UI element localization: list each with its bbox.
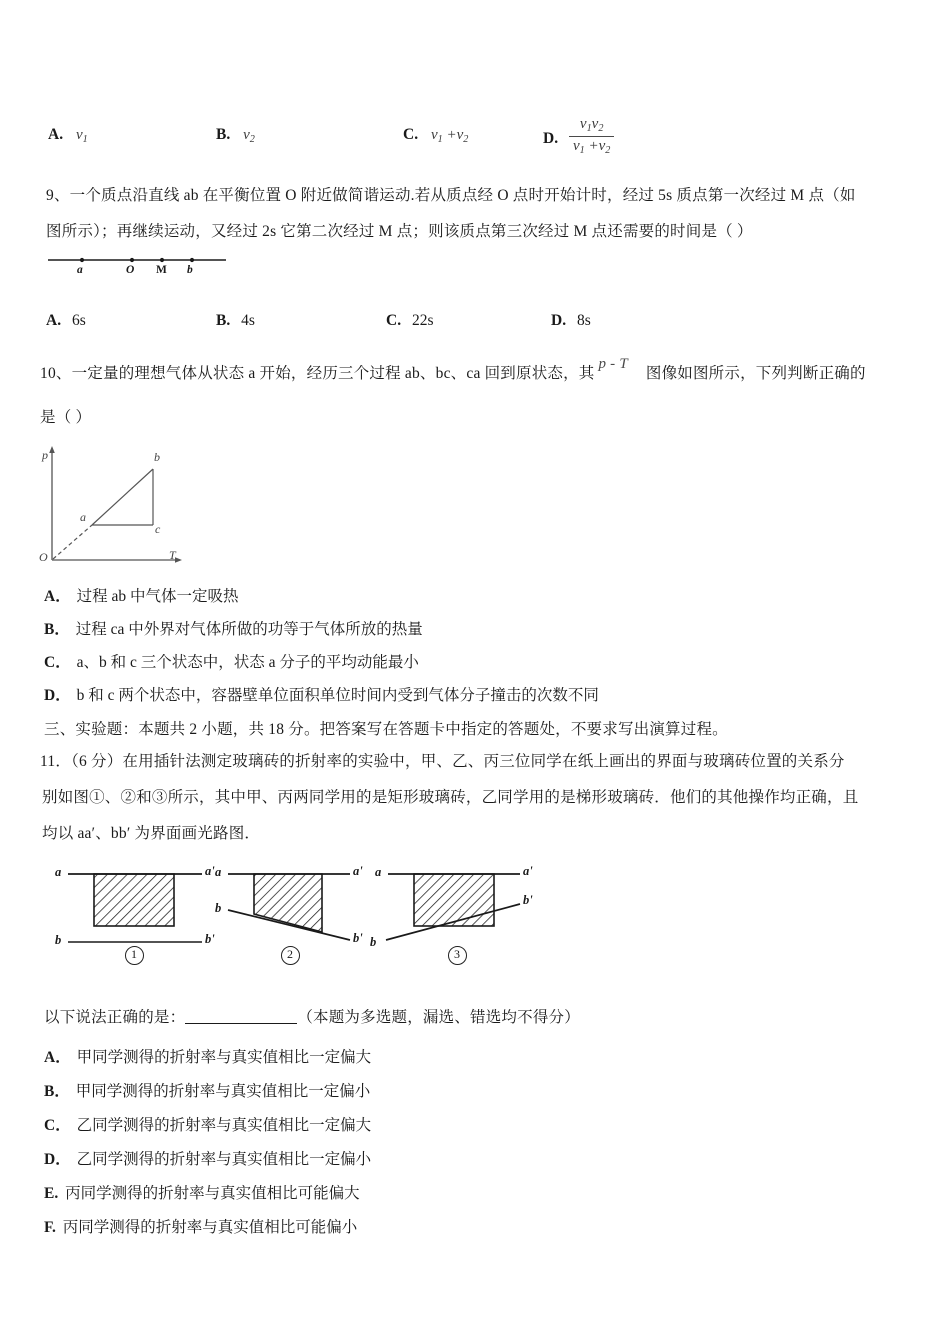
fig1-label-a-prime: a' <box>205 864 215 878</box>
question10-option-b[interactable] <box>44 617 423 639</box>
question10-pT-inline-formula: p - T <box>598 356 628 372</box>
axis-label-M: M <box>156 264 167 276</box>
q8-option-d-numerator: $v_1v_2$ <box>569 116 614 137</box>
q8-option-c-value: $v_1 +v_2$ <box>430 127 469 145</box>
question11-answer-blank[interactable] <box>185 1008 297 1024</box>
q8-option-b-letter: B. <box>216 126 231 143</box>
question9-option-a-letter: A. <box>46 312 62 329</box>
question11-answer-prompt <box>44 1008 580 1028</box>
question11-option-d[interactable] <box>44 1147 371 1169</box>
fig3-label-a: a <box>375 865 382 879</box>
q8-option-a[interactable] <box>48 126 88 145</box>
question11-option-c-text: 乙同学测得的折射率与真实值相比一定偏大 <box>76 1117 372 1134</box>
q8-option-d-letter: D. <box>543 129 559 147</box>
question11-option-d-text: 乙同学测得的折射率与真实值相比一定偏小 <box>76 1151 372 1168</box>
question11-option-e[interactable] <box>44 1181 360 1203</box>
fig3-caption-circle: 3 <box>448 946 467 965</box>
q8-option-d-fraction <box>569 116 614 156</box>
question11-option-a-letter: A． <box>44 1049 71 1066</box>
question11-option-a[interactable] <box>44 1045 371 1067</box>
question9-option-c-letter: C. <box>386 312 402 329</box>
axis-line-svg <box>44 250 244 286</box>
question11-line2: 别如图①、②和③所示，其中甲、丙两同学用的是矩形玻璃砖，乙同学用的是梯形玻璃砖．他们的其他操作均正确，且 <box>42 789 859 806</box>
pT-y-axis-label: p <box>42 448 48 462</box>
question10-option-d-text: b 和 c 两个状态中，容器壁单位面积单位时间内受到气体分子撞击的次数不同 <box>76 687 599 704</box>
question9-option-d-text: 8s <box>576 312 591 329</box>
question9-line1: 9、一个质点沿直线 ab 在平衡位置 O 附近做简谐运动.若从质点经 O 点时开始计时，经过 5s 质点第一次经过 M 点（如 <box>46 187 856 204</box>
question11-option-f[interactable] <box>44 1215 357 1237</box>
question9-option-a-text: 6s <box>71 312 86 329</box>
question9-option-b-letter: B. <box>216 312 231 329</box>
fig2-label-a: a <box>215 865 222 879</box>
question10-option-d[interactable] <box>44 683 599 705</box>
q8-option-b-value: $v_2$ <box>243 127 255 145</box>
question11-option-a-text: 甲同学测得的折射率与真实值相比一定偏大 <box>76 1049 372 1066</box>
axis-label-b: b <box>187 264 193 276</box>
fig1-label-b: b <box>55 933 62 947</box>
question10-option-c-text: a、b 和 c 三个状态中，状态 a 分子的平均动能最小 <box>76 654 419 671</box>
question11-option-e-text: 丙同学测得的折射率与真实值相比可能偏大 <box>65 1185 360 1202</box>
question10-figure-pT <box>34 438 209 568</box>
question11-option-b[interactable] <box>44 1079 370 1101</box>
fig3-label-a-prime: a' <box>523 864 533 878</box>
question10-option-a-letter: A． <box>44 588 71 605</box>
fig1-caption <box>122 945 146 965</box>
question11-option-c-letter: C． <box>44 1117 71 1134</box>
question10-option-a[interactable] <box>44 584 238 606</box>
q8-option-d-denominator: $v_1 +v_2$ <box>572 137 611 156</box>
question11-option-b-text: 甲同学测得的折射率与真实值相比一定偏小 <box>75 1083 371 1100</box>
question10-line1-post: 图像如图所示，下列判断正确的 <box>645 365 866 382</box>
question11-line3: 均以 aa′、bb′ 为界面画光路图． <box>42 825 261 842</box>
question10-line1 <box>40 356 866 384</box>
fig3-caption <box>445 945 469 965</box>
pT-point-label-b: b <box>154 450 160 464</box>
axis-label-O: O <box>126 264 135 276</box>
pT-point-label-c: c <box>155 522 161 536</box>
question10-line2: 是（ ） <box>40 409 92 426</box>
question11-option-f-letter: F. <box>44 1219 56 1236</box>
fig2-label-b: b <box>215 901 222 915</box>
question10-option-b-letter: B． <box>44 621 70 638</box>
q8-option-b[interactable] <box>216 126 255 145</box>
question9-figure-axis <box>44 250 244 286</box>
question11-option-e-letter: E. <box>44 1185 59 1202</box>
fig1-label-a: a <box>55 865 62 879</box>
question10-option-d-letter: D． <box>44 687 71 704</box>
pT-x-axis-label: T <box>169 548 176 562</box>
question11-prompt-pre: 以下说法正确的是： <box>44 1009 186 1027</box>
section3-heading: 三、实验题：本题共 2 小题，共 18 分。把答案写在答题卡中指定的答题处，不要求写出演算过程。 <box>44 721 728 738</box>
fig3-label-b: b <box>370 935 377 949</box>
question11-figures <box>50 852 590 967</box>
q8-option-a-letter: A. <box>48 126 64 143</box>
question9-option-d[interactable] <box>551 312 591 330</box>
fig2-caption-circle: 2 <box>281 946 300 965</box>
question11-prompt-post: （本题为多选题，漏选、错选均不得分） <box>297 1009 580 1027</box>
question10-option-c[interactable] <box>44 650 419 672</box>
fig2-label-a-prime: a' <box>353 864 363 878</box>
q8-option-d[interactable] <box>543 116 614 156</box>
q8-option-c[interactable] <box>403 126 468 145</box>
fig2-label-b-prime: b' <box>353 931 363 945</box>
question11-option-d-letter: D． <box>44 1151 71 1168</box>
pT-point-label-a: a <box>80 510 86 524</box>
question9-option-a[interactable] <box>46 312 86 330</box>
question10-option-b-text: 过程 ca 中外界对气体所做的功等于气体所放的热量 <box>75 621 423 638</box>
q8-option-c-letter: C. <box>403 126 419 143</box>
fig1-caption-circle: 1 <box>125 946 144 965</box>
question9-option-d-letter: D. <box>551 312 567 329</box>
question9-option-b[interactable] <box>216 312 255 330</box>
fig1-label-b-prime: b' <box>205 932 215 946</box>
question10-option-c-letter: C． <box>44 654 71 671</box>
pT-origin-label: O <box>39 550 48 564</box>
question10-option-a-text: 过程 ab 中气体一定吸热 <box>76 588 239 605</box>
fig3-label-b-prime: b' <box>523 893 533 907</box>
question9-option-c[interactable] <box>386 312 434 330</box>
fig2-caption <box>278 945 302 965</box>
pT-diagram-svg <box>34 438 209 568</box>
question8-options-row <box>48 108 908 158</box>
axis-label-a: a <box>77 264 83 276</box>
question11-option-b-letter: B． <box>44 1083 70 1100</box>
question9-option-b-text: 4s <box>241 312 255 329</box>
question11-line1: 11．（6 分）在用插针法测定玻璃砖的折射率的实验中，甲、乙、丙三位同学在纸上画出的界面与玻璃砖位置的关系分 <box>40 753 845 770</box>
question10-line1-pre: 10、一定量的理想气体从状态 a 开始，经历三个过程 ab、bc、ca 回到原状态，其 <box>40 365 595 382</box>
question9-line2: 图所示）；再继续运动，又经过 2s 它第二次经过 M 点；则该质点第三次经过 M 点还需要的时间是（ ） <box>46 223 753 240</box>
question11-option-c[interactable] <box>44 1113 371 1135</box>
q8-option-a-value: $v_1$ <box>75 127 88 145</box>
question11-option-f-text: 丙同学测得的折射率与真实值相比可能偏小 <box>62 1219 358 1236</box>
question9-option-c-text: 22s <box>411 312 434 329</box>
